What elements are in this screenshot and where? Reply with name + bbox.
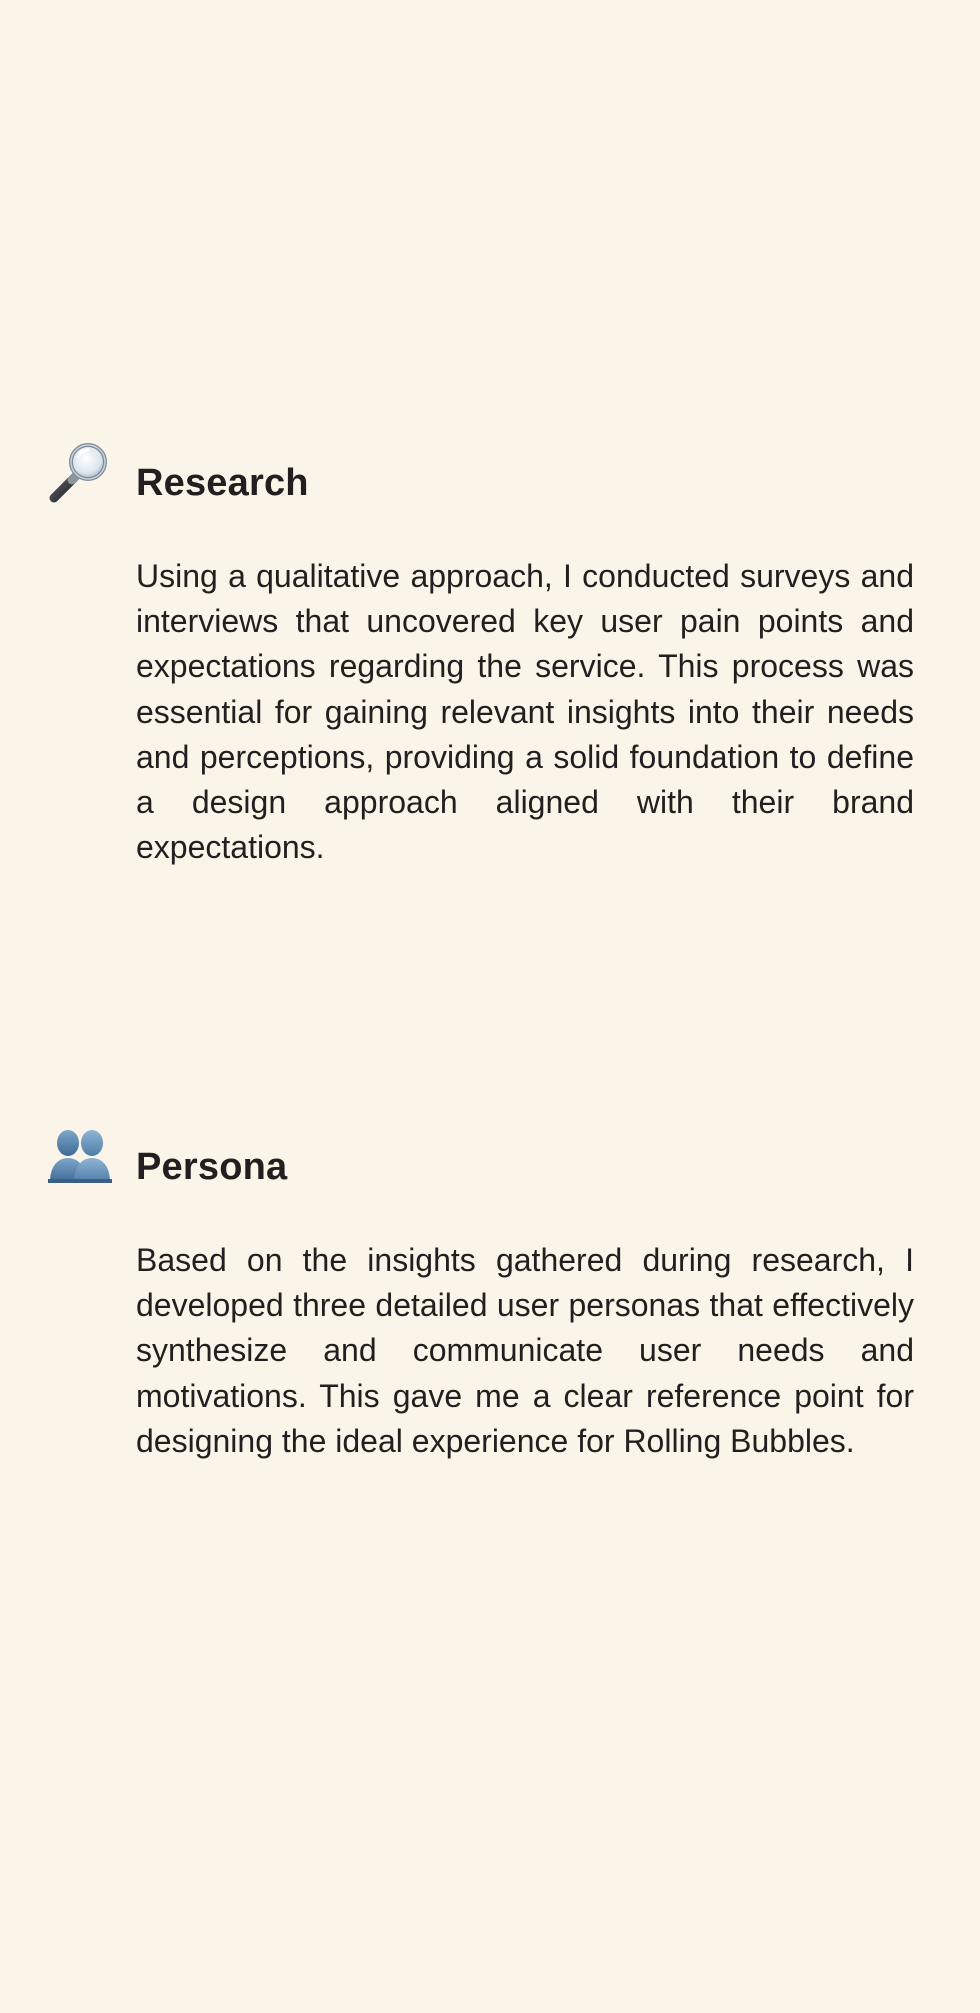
- magnifying-glass-icon: [48, 440, 112, 504]
- section-title: Research: [136, 462, 309, 504]
- two-people-silhouette-icon: [48, 1124, 112, 1188]
- section-title: Persona: [136, 1146, 288, 1188]
- section-description: Using a qualitative approach, I conducted surveys and interviews that uncovered key user pain points and expectations regarding the service. This process was essential for gaining relevant insights into their needs and perceptions, providing a solid foundation to define a design approach aligned with their brand expectations.: [136, 558, 914, 866]
- section-description: Based on the insights gathered during research, I developed three detailed user personas that effectively synthesize and communicate user needs and motivations. This gave me a clear reference point for designing the ideal experience for Rolling Bubbles.: [136, 1242, 914, 1459]
